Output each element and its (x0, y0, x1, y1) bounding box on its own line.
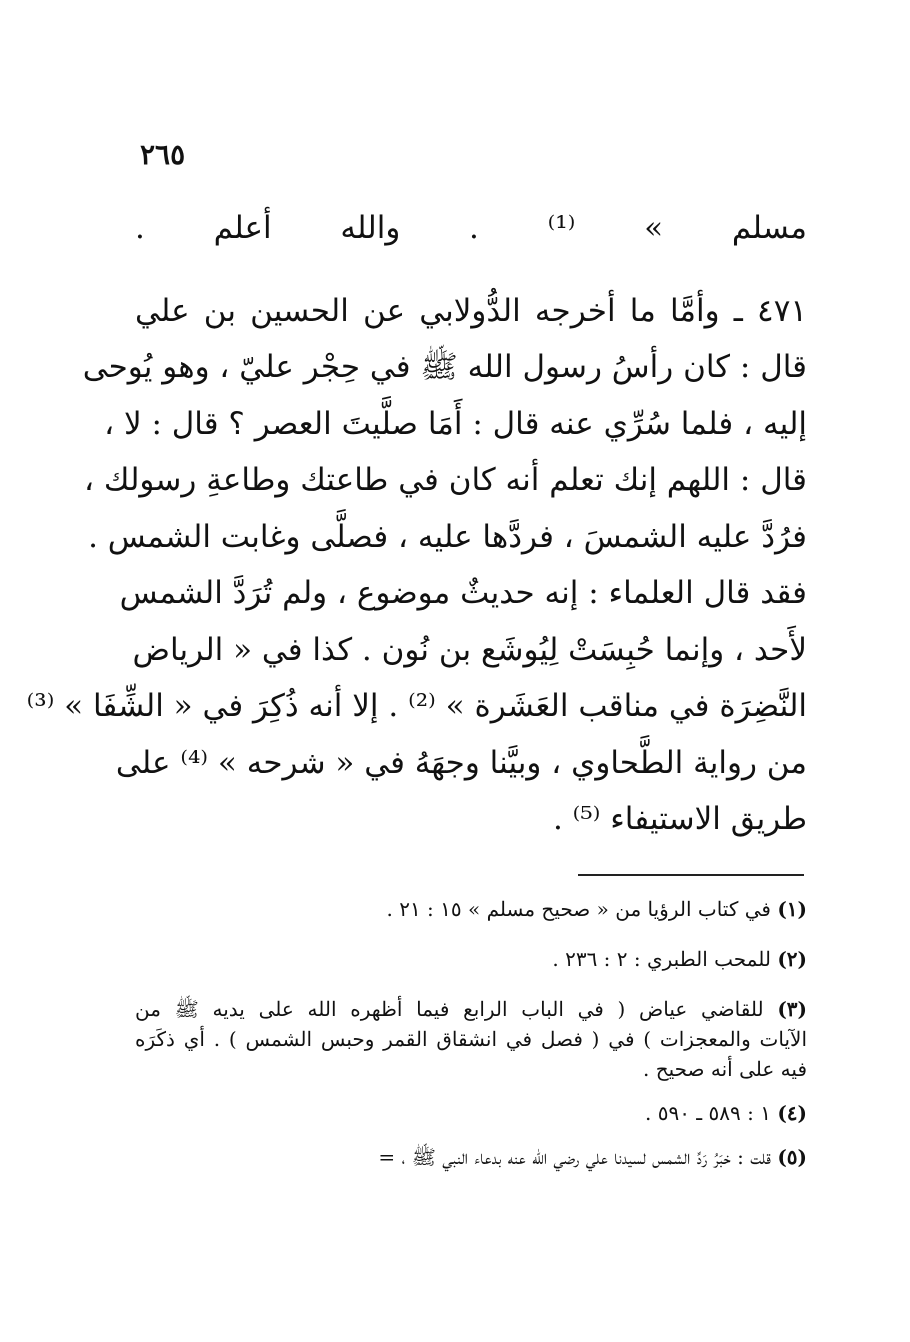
main-line-8: لأَحد ، وإنما حُبِسَتْ لِيُوشَع بن نُون . كذا في « الرياض (132, 631, 807, 668)
footnotes (135, 894, 807, 1192)
footnote-5 (135, 1142, 807, 1172)
footnote-text-line-1: للقاضي عياض ( في الباب الرابع فيما أظهره الله على يديه ﷺ من (135, 997, 764, 1021)
footnote-3 (135, 994, 807, 1084)
main-line-5: قال : اللهم إنك تعلم أنه كان في طاعتك وطاعةِ رسولك ، (83, 462, 807, 498)
main-line-7: فقد قال العلماء : إنه حديثٌ موضوع ، ولم تُرَدَّ الشمس (119, 575, 807, 611)
footnote-number: (٣) (777, 997, 807, 1021)
footnote-text: للمحب الطبري : ٢ : ٢٣٦ . (552, 947, 771, 971)
main-line-6: فرُدَّ عليه الشمسَ ، فردَّها عليه ، فصلَّى وغابت الشمس . (88, 518, 807, 555)
footnote-number: (١) (777, 897, 807, 921)
footnote-divider (578, 874, 804, 876)
footnote-text: ١ : ٥٨٩ ـ ٥٩٠ . (644, 1101, 771, 1125)
main-line-9: النَّضِرَة في مناقب العَشَرة » ⁽²⁾ . إلا أنه ذُكِرَ في « الشِّفَا » ⁽³⁾ (26, 688, 807, 724)
main-line-2: ٤٧١ ـ وأمَّا ما أخرجه الدُّولابي عن الحسين بن علي (135, 292, 807, 329)
footnote-text-line-2: الآيات والمعجزات ) في ( فصل في انشقاق القمر وحبس الشمس ) . أي ذكَرَه (135, 1027, 807, 1051)
main-line-10: من رواية الطَّحاوي ، وبيَّنا وجهَهُ في « شرحه » ⁽⁴⁾ على (115, 744, 807, 781)
paragraph-gap (135, 257, 807, 283)
footnote-4 (135, 1098, 807, 1128)
main-line-4: إليه ، فلما سُرِّي عنه قال : أَمَا صلَّيتَ العصر ؟ قال : لا ، (104, 405, 807, 442)
footnote-1 (135, 894, 807, 924)
footnote-number: (٤) (777, 1101, 807, 1125)
page-number: ٢٦٥ (140, 138, 186, 171)
main-line-11: طريق الاستيفاء ⁽⁵⁾ . (552, 801, 807, 837)
footnote-text: قلت : خبَرُ رَدِّ الشمس لسيدنا علي رضي الله عنه بدعاء النبي ﷺ ، = (378, 1145, 771, 1169)
main-line-3: قال : كان رأسُ رسول الله ﷺ في حِجْر عليّ ، وهو يُوحى (82, 349, 807, 385)
footnote-text: في كتاب الرؤيا من « صحيح مسلم » ١٥ : ٢١ . (386, 897, 771, 921)
footnote-text-line-3: فيه على أنه صحيح . (642, 1057, 807, 1081)
footnote-number: (٢) (777, 947, 807, 971)
main-line-1: مسلم » ⁽¹⁾ . والله أعلم . (135, 210, 807, 246)
main-text (26, 200, 807, 848)
footnote-2 (135, 944, 807, 974)
footnote-number: (٥) (777, 1145, 807, 1169)
